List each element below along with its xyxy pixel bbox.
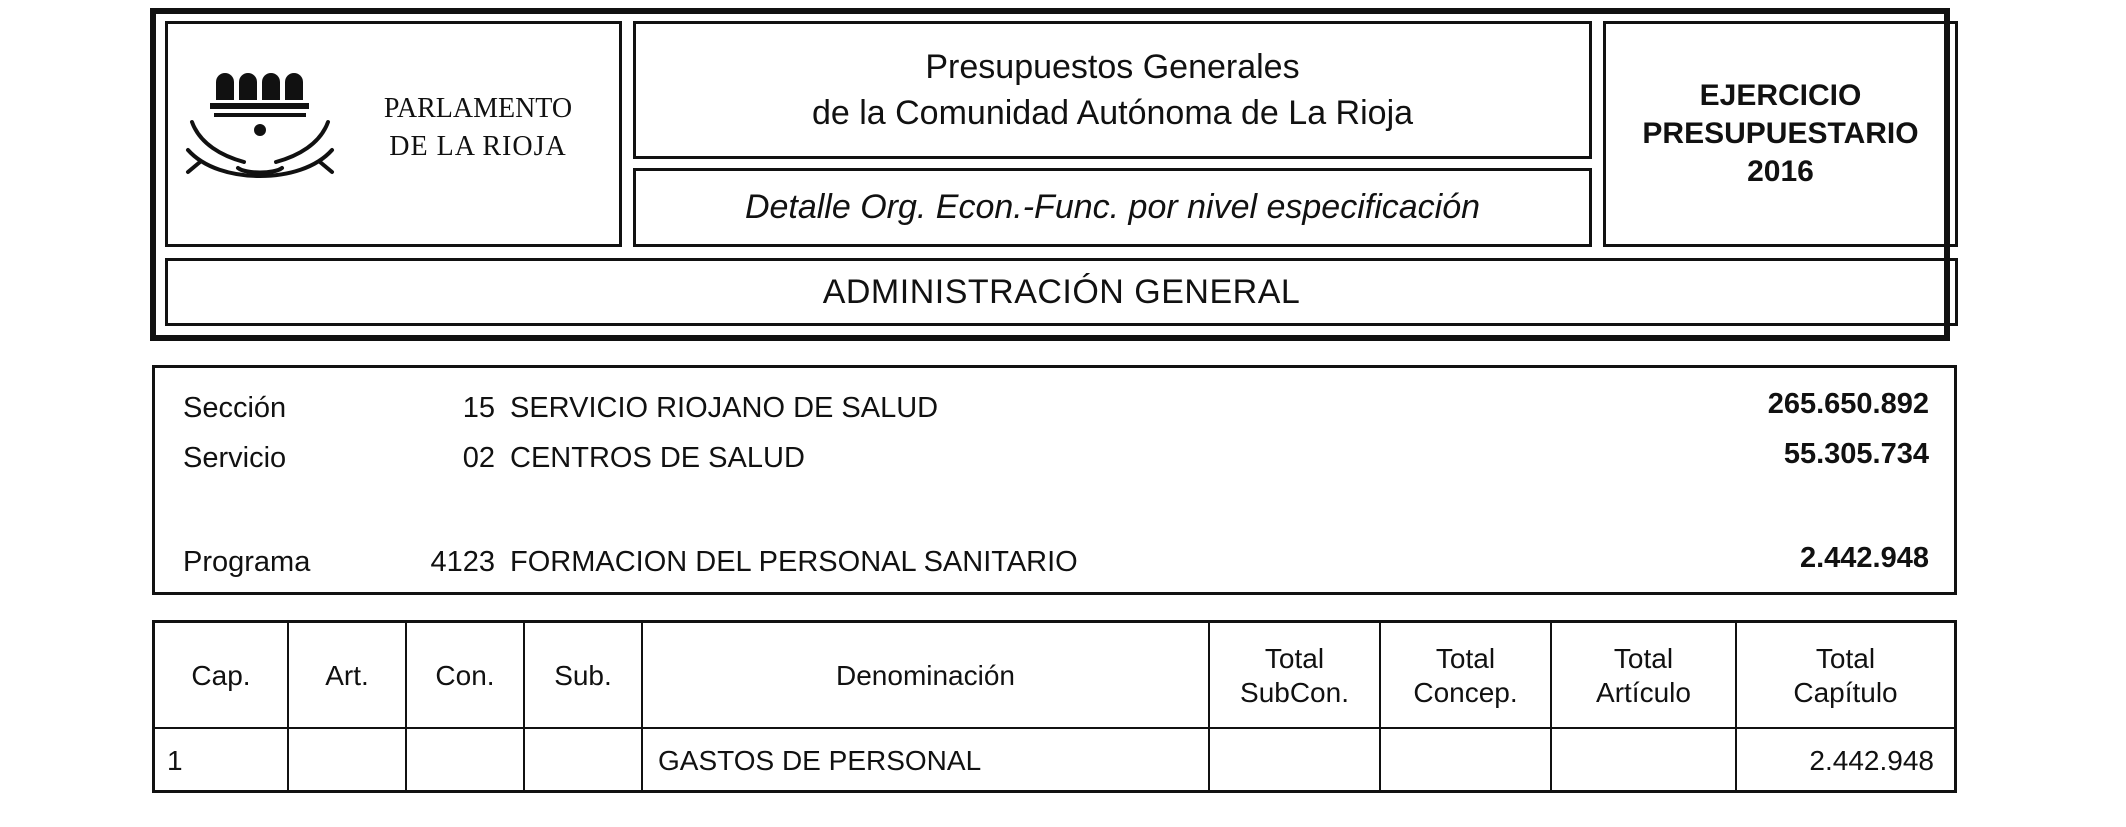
col-header-sub: Sub. (525, 623, 643, 728)
fiscal-year: EJERCICIO PRESUPUESTARIO 2016 (1642, 79, 1919, 188)
info-name: CENTROS DE SALUD (510, 442, 805, 474)
info-label: Sección (183, 392, 287, 424)
info-name: FORMACION DEL PERSONAL SANITARIO (510, 546, 1078, 578)
row-total-capitulo-value: 2.442.948 (1809, 745, 1934, 776)
title-box (633, 21, 1592, 159)
col-header-total-concep: Total Concep. (1381, 623, 1552, 728)
cell-total-articulo (1552, 728, 1737, 790)
cell-sub (525, 728, 643, 790)
row-cap-value: 1 (167, 745, 183, 776)
document-title: Presupuestos Generales de la Comunidad Autónoma de La Rioja (811, 48, 1414, 132)
col-header-total-subcon: Total SubCon. (1210, 623, 1381, 728)
administration-title: ADMINISTRACIÓN GENERAL (822, 272, 1301, 311)
col-header-cap: Cap. (155, 623, 289, 728)
info-amount: 265.650.892 (1767, 388, 1929, 420)
cell-total-concep (1381, 728, 1552, 790)
cell-art (289, 728, 407, 790)
cell-total-subcon (1210, 728, 1381, 790)
col-header-total-articulo: Total Artículo (1552, 623, 1737, 728)
col-header-art: Art. (289, 623, 407, 728)
parliament-emblem-icon (176, 64, 346, 204)
document-subtitle: Detalle Org. Econ.-Func. por nivel especificación (744, 188, 1481, 226)
col-header-con: Con. (407, 623, 525, 728)
fiscal-year-box (1603, 21, 1958, 247)
info-code: 02 (462, 442, 495, 474)
col-header-denominacion: Denominación (643, 623, 1210, 728)
info-code: 15 (462, 392, 495, 424)
info-name: SERVICIO RIOJANO DE SALUD (510, 392, 939, 424)
row-denominacion-value: GASTOS DE PERSONAL (658, 745, 982, 776)
section-info-box (152, 365, 1957, 595)
info-amount: 55.305.734 (1783, 438, 1929, 470)
info-label: Programa (183, 546, 311, 578)
col-header-total-capitulo: Total Capítulo (1793, 642, 1898, 708)
cell-con (407, 728, 525, 790)
budget-table (152, 620, 1957, 793)
administration-box (165, 258, 1958, 326)
logo-wordmark: PARLAMENTO DE LA RIOJA (383, 93, 573, 162)
info-code: 4123 (430, 546, 495, 578)
info-label: Servicio (183, 442, 287, 474)
subtitle-box (633, 168, 1592, 247)
info-amount: 2.442.948 (1799, 542, 1929, 574)
logo-box (165, 21, 622, 247)
